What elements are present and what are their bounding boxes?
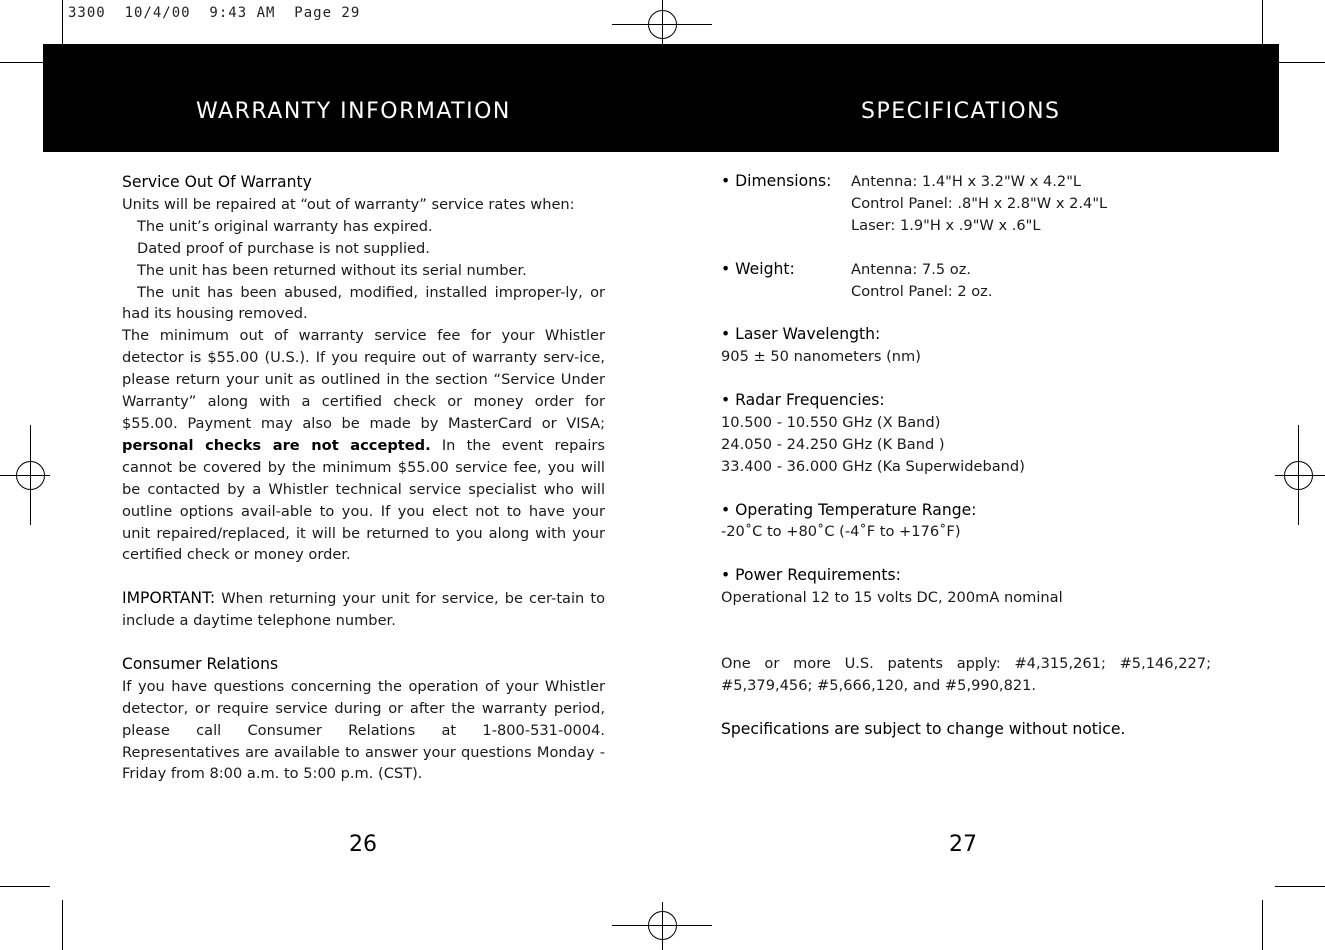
weight-label: • Weight: [721, 259, 795, 278]
radar-frequency: 10.500 - 10.550 GHz (X Band) [721, 413, 941, 431]
out-of-warranty-intro: Units will be repaired at “out of warranty” service rates when: [122, 195, 575, 213]
power-requirements-value: Operational 12 to 15 volts DC, 200mA nominal [721, 589, 1063, 607]
weight-row [721, 259, 1211, 281]
crop-mark [1279, 62, 1325, 63]
print-slug: 3300 10/4/00 9:43 AM Page 29 [68, 5, 361, 21]
radar-frequency: 33.400 - 36.000 GHz (Ka Superwideband) [721, 457, 1025, 475]
power-requirements-label: • Power Requirements: [721, 566, 901, 585]
important-paragraph [122, 588, 605, 632]
dimensions-row [721, 171, 1211, 193]
warranty-column [122, 172, 605, 785]
condition-item: The unit has been abused, modified, installed improper-ly, or had its housing removed. [122, 283, 605, 323]
important-label: IMPORTANT: [122, 589, 216, 608]
laser-wavelength-label: • Laser Wavelength: [721, 325, 881, 344]
dimension-value: Control Panel: .8"H x 2.8"W x 2.4"L [851, 194, 1108, 212]
laser-wavelength-value: 905 ± 50 nanometers (nm) [721, 348, 921, 366]
consumer-relations-text: If you have questions concerning the operation of your Whistler detector, or require service during or after the warranty period, please call Consumer Relations at 1-800-531-0004. Representatives are available to answer your questions Monday - Friday from 8:00 a.m. to 5:00 p.m. (CST). [122, 677, 605, 783]
dimensions-label: • Dimensions: [721, 172, 832, 190]
condition-item: The unit’s original warranty has expired. [137, 217, 433, 235]
page-number-left: 26 [349, 832, 377, 857]
registration-circle [16, 461, 45, 490]
change-notice: Specifications are subject to change without notice. [721, 719, 1126, 738]
specifications-title: SPECIFICATIONS [861, 99, 1061, 124]
out-of-warranty-heading: Service Out Of Warranty [122, 173, 312, 191]
crop-mark [62, 900, 63, 950]
service-fee-paragraph [122, 325, 605, 566]
specifications-column [721, 171, 1211, 740]
fee-text-continued: In the event repairs cannot be covered by the minimum $55.00 service fee, you will be contacted by a Whistler technical service specialist who will outline options avail-able to you. If you elect not to have your unit repaired/replaced, it will be returned to you along with your certified check or money order. [122, 436, 605, 564]
crop-mark [1275, 886, 1325, 887]
radar-frequency: 24.050 - 24.250 GHz (K Band ) [721, 435, 945, 453]
registration-circle [1284, 461, 1313, 490]
crop-mark [0, 62, 43, 63]
condition-item: Dated proof of purchase is not supplied. [137, 239, 430, 257]
crop-mark [62, 0, 63, 44]
fee-text: The minimum out of warranty service fee for your Whistler detector is $55.00 (U.S.). If you require out of warranty serv-ice, please return your unit as outlined in the section “Service Under Warranty” along with a certified check or money order for $55.00. Payment may also be made by MasterCard or VISA; [122, 327, 605, 432]
registration-circle [648, 911, 677, 940]
crop-mark [0, 886, 50, 887]
warranty-title: WARRANTY INFORMATION [196, 99, 511, 124]
important-text: When returning your unit for service, be cer-tain to include a daytime telephone number. [122, 590, 605, 630]
crop-mark [1262, 900, 1263, 950]
radar-frequencies-label: • Radar Frequencies: [721, 391, 885, 410]
temperature-range-label: • Operating Temperature Range: [721, 500, 977, 519]
page-number-right: 27 [949, 832, 977, 857]
fee-bold-text: personal checks are not accepted. [122, 436, 431, 454]
header-banner [43, 44, 1279, 152]
condition-item: The unit has been returned without its serial number. [137, 261, 527, 279]
consumer-relations-heading: Consumer Relations [122, 654, 279, 673]
dimension-value: Laser: 1.9"H x .9"W x .6"L [851, 216, 1041, 234]
weight-value: Control Panel: 2 oz. [851, 282, 993, 300]
patents-text: One or more U.S. patents apply: #4,315,261; #5,146,227; #5,379,456; #5,666,120, and #5,990,821. [721, 654, 1211, 694]
registration-circle [648, 10, 677, 39]
weight-value: Antenna: 7.5 oz. [851, 260, 972, 278]
dimension-value: Antenna: 1.4"H x 3.2"W x 4.2"L [851, 173, 1082, 190]
crop-mark [1262, 0, 1263, 44]
temperature-range-value: -20˚C to +80˚C (-4˚F to +176˚F) [721, 523, 961, 541]
